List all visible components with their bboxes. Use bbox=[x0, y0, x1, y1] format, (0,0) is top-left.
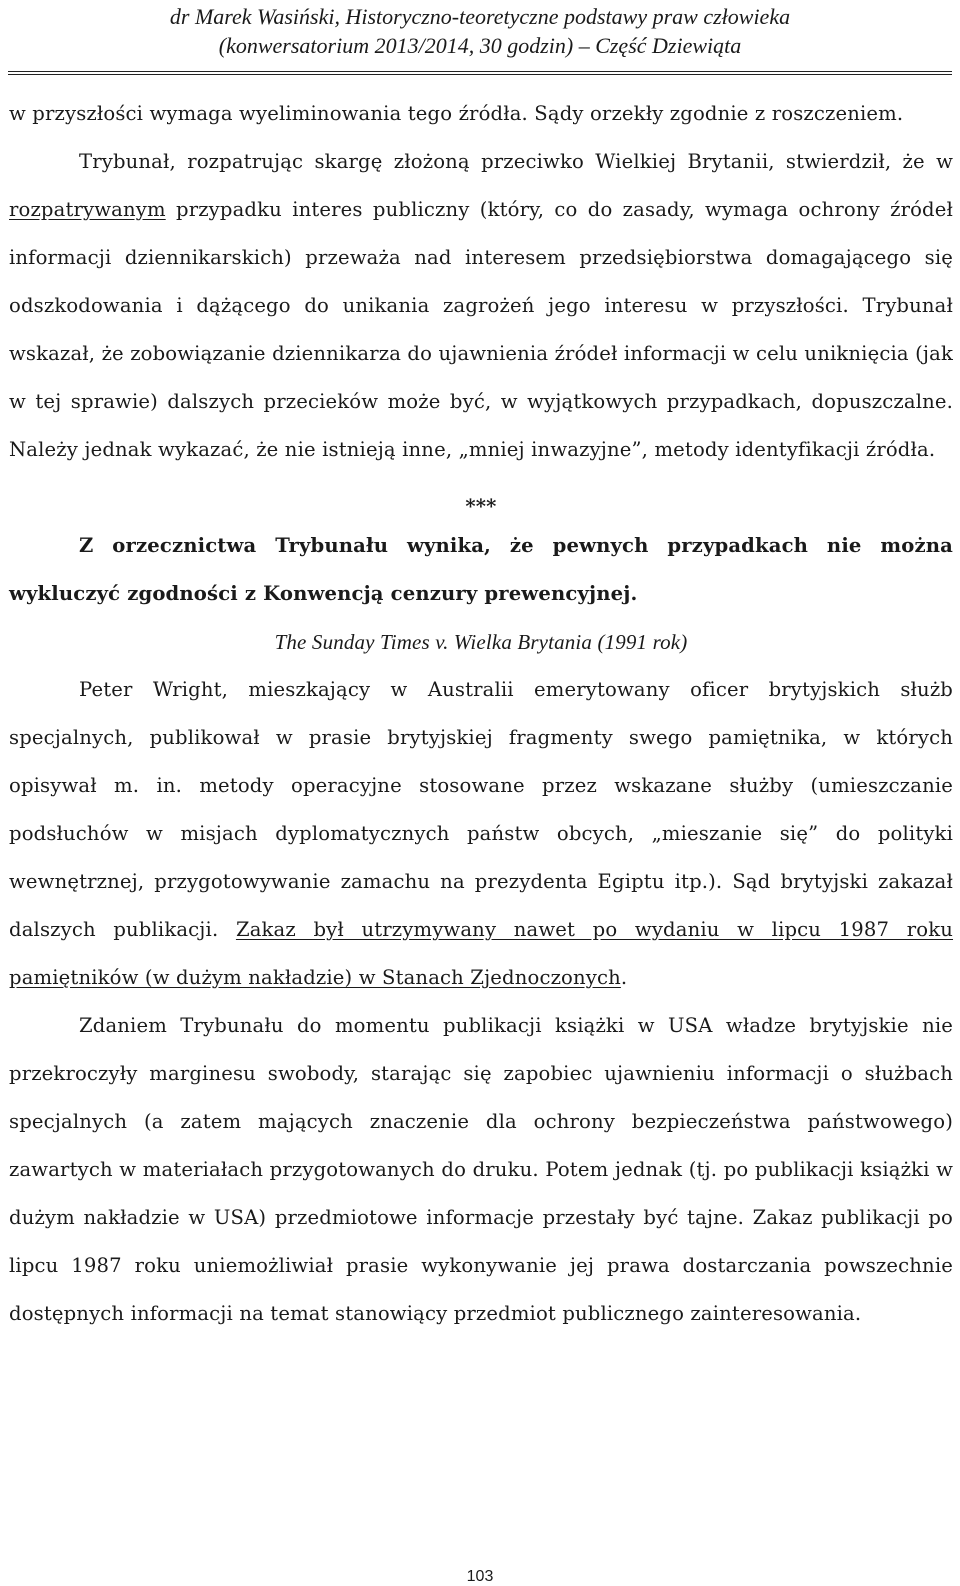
paragraph-text: Trybunał, rozpatrując skargę złożoną przeciwko Wielkiej Brytanii, stwierdził, że w bbox=[79, 150, 953, 173]
header-subtitle-line: (konwersatorium 2013/2014, 30 godzin) – Część Dziewiąta bbox=[218, 33, 742, 58]
paragraph-tribunal-ruling bbox=[9, 138, 953, 474]
header-title-line: dr Marek Wasiński, Historyczno-teoretyczne podstawy praw człowieka bbox=[169, 4, 791, 29]
underlined-text: rozpatrywanym bbox=[9, 198, 166, 221]
paragraph-text: . bbox=[620, 966, 628, 989]
paragraph-continuation: w przyszłości wymaga wyeliminowania tego źródła. Sądy orzekły zgodnie z roszczeniem. bbox=[9, 102, 904, 125]
paragraph-text: przypadku interes publiczny (który, co do zasady, wymaga ochrony źródeł informacji dziennikarskich) przeważa nad interesem przedsiębiorstwa domagającego się odszkodowania i dążącego do unikania zagrożeń jego interesu w przyszłości. Trybunał wskazał, że zobowiązanie dziennikarza do ujawnienia źródeł informacji w celu uniknięcia (jak w tej sprawie) dalszych przecieków może być, w wyjątkowych przypadkach, dopuszczalne. Należy jednak wykazać, że nie istnieją inne, „mniej inwazyjne”, metody identyfikacji źródła. bbox=[9, 198, 953, 461]
header-divider bbox=[8, 71, 952, 75]
paragraph-case-facts bbox=[9, 666, 953, 1002]
page-header bbox=[0, 0, 960, 72]
paragraph-tribunal-opinion: Zdaniem Trybunału do momentu publikacji książki w USA władze brytyjskie nie przekroczyły marginesu swobody, starając się zapobiec ujawnieniu informacji o służbach specjalnych (a zatem mających znaczenie dla ochrony bezpieczeństwa państwowego) zawartych w materiałach przygotowanych do druku. Potem jednak (tj. po publikacji książki w dużym nakładzie w USA) przedmiotowe informacje przestały być tajne. Zakaz publikacji po lipcu 1987 roku uniemożliwiał prasie wykonywanie jej prawa dostarczania powszechnie dostępnych informacji na temat stanowiący przedmiot publicznego zainteresowania. bbox=[9, 1014, 953, 1325]
document-body bbox=[9, 90, 953, 1338]
section-separator: *** bbox=[465, 495, 497, 518]
underlined-text: Zakaz był utrzymywany nawet po wydaniu w lipcu 1987 roku pamiętników (w dużym nakładzie) w Stanach Zjednoczonych bbox=[9, 918, 954, 989]
bold-statement: Z orzecznictwa Trybunału wynika, że pewnych przypadkach nie można wykluczyć zgodności z Konwencją cenzury prewencyjnej. bbox=[9, 534, 953, 605]
page-number: 103 bbox=[466, 1568, 494, 1585]
case-title: The Sunday Times v. Wielka Brytania (1991 rok) bbox=[274, 630, 688, 654]
paragraph-text: Peter Wright, mieszkający w Australii emerytowany oficer brytyjskich służb specjalnych, publikował w prasie brytyjskiej fragmenty swego pamiętnika, w których opisywał m. in. metody operacyjne stosowane przez wskazane służby (umieszczanie podsłuchów w misjach dyplomatycznych państw obcych, „mieszanie się” do polityki wewnętrznej, przygotowywanie zamachu na prezydenta Egiptu itp.). Sąd brytyjski zakazał dalszych publikacji. bbox=[9, 678, 953, 941]
